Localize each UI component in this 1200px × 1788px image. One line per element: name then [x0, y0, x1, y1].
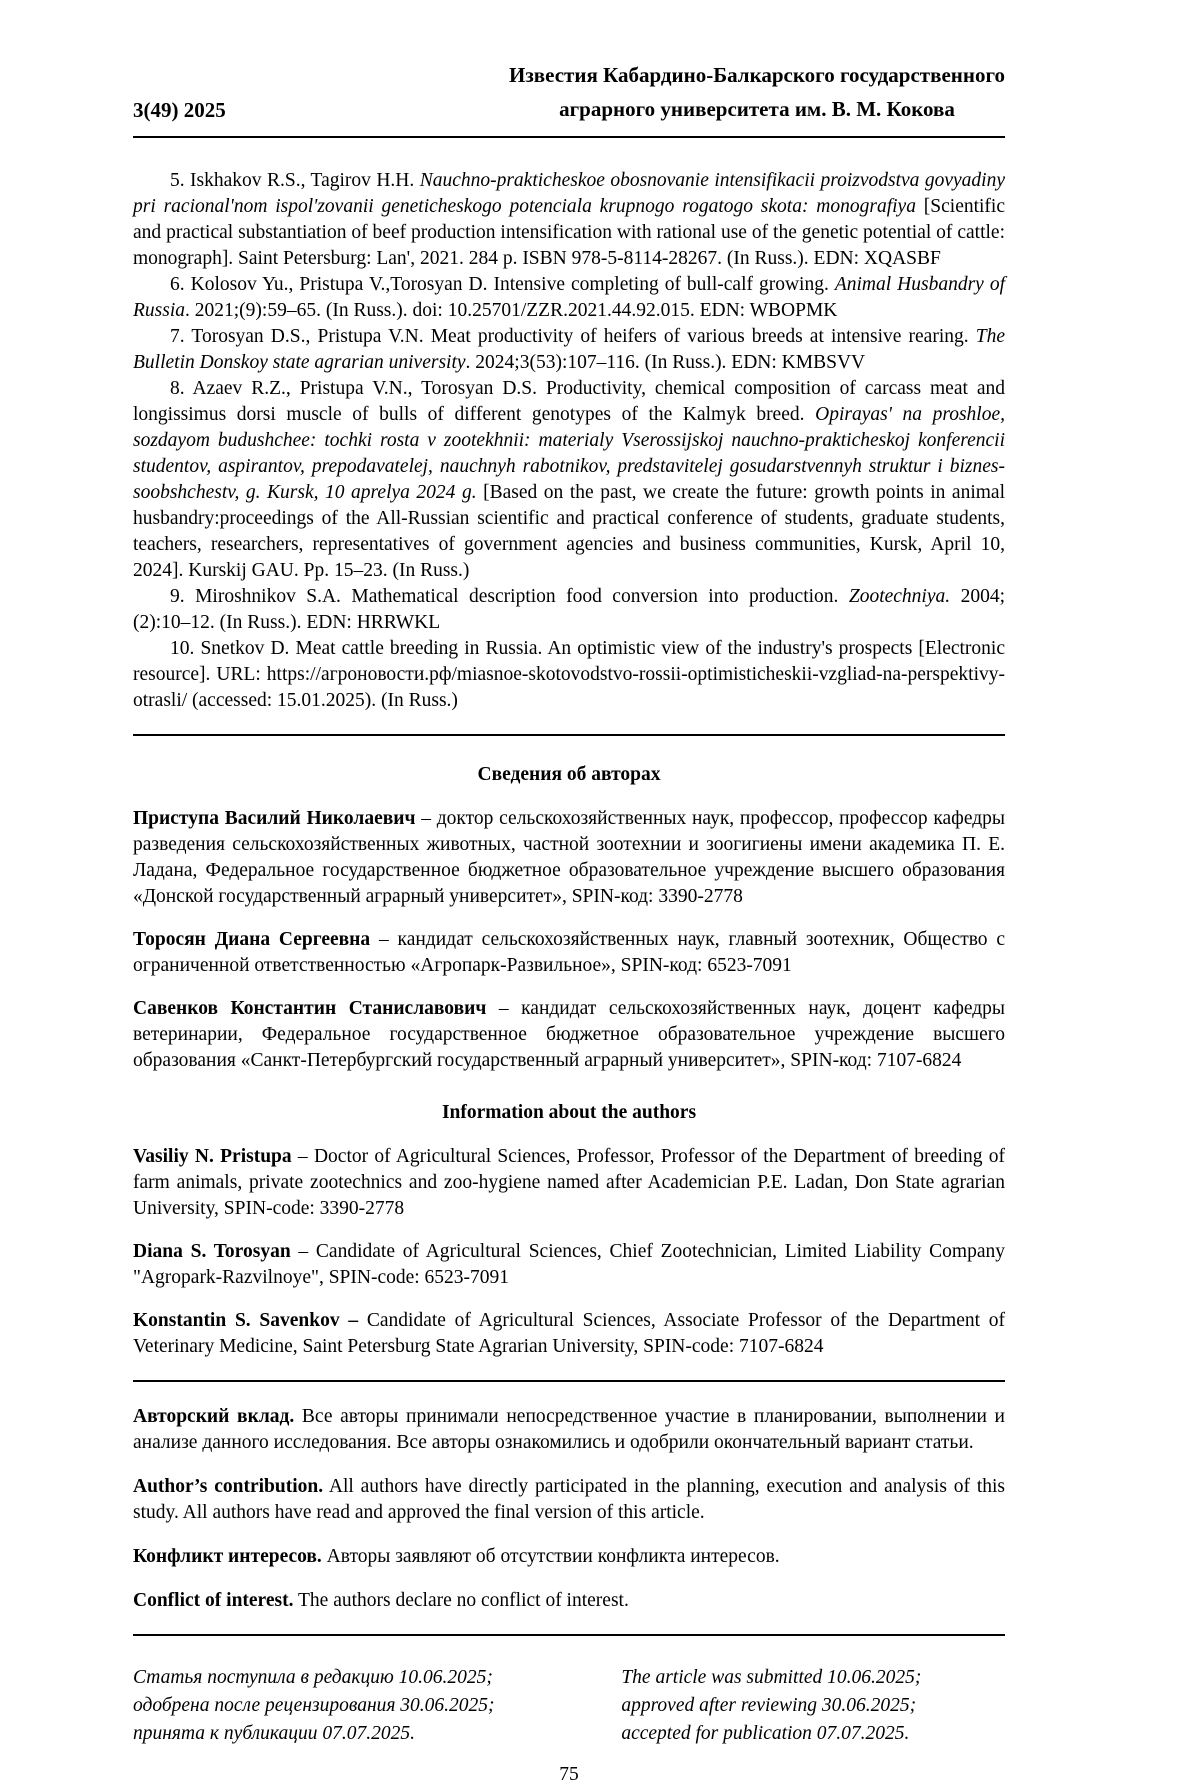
author-info-ru: Савенков Константин Станиславович – кандидат сельскохозяйственных наук, доцент кафедры ветеринарии, Федеральное государственное бюджетное образовательное учреждение высшего образования «Санкт-Петербургский государственный аграрный университет», SPIN-код: 7107-6824 — [133, 998, 1005, 1071]
journal-title-line1: Известия Кабардино-Балкарского государственного — [509, 63, 1005, 87]
contribution-paragraph: Conflict of interest. The authors declare no conflict of interest. — [133, 1590, 629, 1611]
author-info-en: Diana S. Torosyan – Candidate of Agricultural Sciences, Chief Zootechnician, Limited Liability Company "Agropark-Razvilnoye", SPIN-code: 6523-7091 — [133, 1241, 1005, 1288]
contribution-paragraph: Конфликт интересов. Авторы заявляют об отсутствии конфликта интересов. — [133, 1546, 780, 1567]
journal-title — [509, 58, 1005, 126]
page-header — [133, 58, 1005, 138]
reference-item: 7. Torosyan D.S., Pristupa V.N. Meat productivity of heifers of various breeds at intensive rearing. The Bulletin Donskoy state agrarian university. 2024;3(53):107–116. (In Russ.). EDN: KMBSVV — [133, 326, 1005, 373]
author-info-ru: Приступа Василий Николаевич – доктор сельскохозяйственных наук, профессор, профессор кафедры разведения сельскохозяйственных животных, частной зоотехнии и зоогигиены имени академика П. Е. Ладана, Федеральное государственное бюджетное образовательное учреждение высшего образования «Донской государственный аграрный университет», SPIN-код: 3390-2778 — [133, 808, 1005, 907]
dates-section — [133, 1664, 1005, 1748]
journal-title-line2: аграрного университета им. В. М. Кокова — [559, 97, 955, 121]
section-divider — [133, 734, 1005, 736]
date-line: approved after reviewing 30.06.2025; — [621, 1695, 917, 1716]
reference-item: 9. Miroshnikov S.A. Mathematical description food conversion into production. Zootechniya. 2004;(2):10–12. (In Russ.). EDN: HRRWKL — [133, 586, 1005, 633]
reference-item: 8. Azaev R.Z., Pristupa V.N., Torosyan D.S. Productivity, chemical composition of carcass meat and longissimus dorsi muscle of bulls of different genotypes of the Kalmyk breed. Opirayas' na proshloe, sozdayom budushchee: tochki rosta v zootekhnii: materialy Vserossijskoj nauchno-prakticheskoj konferencii studentov, aspirantov, prepodavatelej, nauchnyh rabotnikov, predstavitelej gosudarstvennyh struktur i biznes-soobshchestv, g. Kursk, 10 aprelya 2024 g. [Based on the past, we create the future: growth points in animal husbandry:proceedings of the All-Russian scientific and practical conference of students, graduate students, teachers, researchers, representatives of government agencies and business communities, Kursk, April 10, 2024]. Kurskij GAU. Pp. 15–23. (In Russ.) — [133, 378, 1005, 581]
reference-item: 5. Iskhakov R.S., Tagirov H.H. Nauchno-prakticheskoe obosnovanie intensifikacii proizvodstva govyadiny pri racional'nom ispol'zovanii geneticheskogo potenciala krupnogo rogatogo skota: monografiya [Scientific and practical substantiation of beef production intensification with rational use of the genetic potential of cattle: monograph]. Saint Petersburg: Lan', 2021. 284 p. ISBN 978-5-8114-28267. (In Russ.). EDN: XQASBF — [133, 170, 1005, 269]
author-info-ru: Торосян Диана Сергеевна – кандидат сельскохозяйственных наук, главный зоотехник, Общество с ограниченной ответственностью «Агропарк-Развильное», SPIN-код: 6523-7091 — [133, 929, 1006, 976]
issue-number: 3(49) 2025 — [133, 98, 226, 122]
reference-item: 10. Snetkov D. Meat cattle breeding in Russia. An optimistic view of the industry's prospects [Electronic resource]. URL: https://агроновости.рф/miasnoe-skotovodstvo-rossii-optimisticheskii-vzgliad-na-perspektivy-otrasli/ (accessed: 15.01.2025). (In Russ.) — [133, 638, 1005, 711]
authors-en-heading: Information about the authors — [441, 1102, 697, 1123]
date-line: The article was submitted 10.06.2025; — [621, 1667, 922, 1688]
date-line: одобрена после рецензирования 30.06.2025; — [133, 1695, 495, 1716]
section-divider — [133, 1380, 1005, 1382]
reference-item: 6. Kolosov Yu., Pristupa V.,Torosyan D. Intensive completing of bull-calf growing. Animal Husbandry of Russia. 2021;(9):59–65. (In Russ.). doi: 10.25701/ZZR.2021.44.92.015. EDN: WBOPMK — [133, 274, 1005, 321]
contribution-section — [133, 1404, 1005, 1614]
page-number: 75 — [559, 1764, 579, 1785]
dates-en — [621, 1664, 1005, 1748]
author-info-en: Vasiliy N. Pristupa – Doctor of Agricultural Sciences, Professor, Professor of the Department of breeding of farm animals, private zootechnics and zoo-hygiene named after Academician P.E. Ladan, Don State agrarian University, SPIN-code: 3390-2778 — [133, 1146, 1005, 1219]
date-line: Статья поступила в редакцию 10.06.2025; — [133, 1667, 493, 1688]
references-section — [133, 168, 1005, 714]
section-divider — [133, 1634, 1005, 1636]
author-info-en: Konstantin S. Savenkov – Candidate of Agricultural Sciences, Associate Professor of the Department of Veterinary Medicine, Saint Petersburg State Agrarian University, SPIN-code: 7107-6824 — [133, 1310, 1006, 1357]
contribution-paragraph: Author’s contribution. All authors have directly participated in the planning, execution and analysis of this study. All authors have read and approved the final version of this article. — [133, 1476, 1006, 1523]
header-row — [133, 58, 1005, 138]
contribution-paragraph: Авторский вклад. Все авторы принимали непосредственное участие в планировании, выполнении и анализе данного исследования. Все авторы ознакомились и одобрили окончательный вариант статьи. — [133, 1406, 1005, 1453]
date-line: accepted for publication 07.07.2025. — [621, 1723, 910, 1744]
authors-en-section — [133, 1100, 1005, 1360]
authors-ru-heading: Сведения об авторах — [477, 764, 661, 785]
dates-ru — [133, 1664, 621, 1748]
authors-ru-section — [133, 762, 1005, 1074]
date-line: принята к публикации 07.07.2025. — [133, 1723, 416, 1744]
